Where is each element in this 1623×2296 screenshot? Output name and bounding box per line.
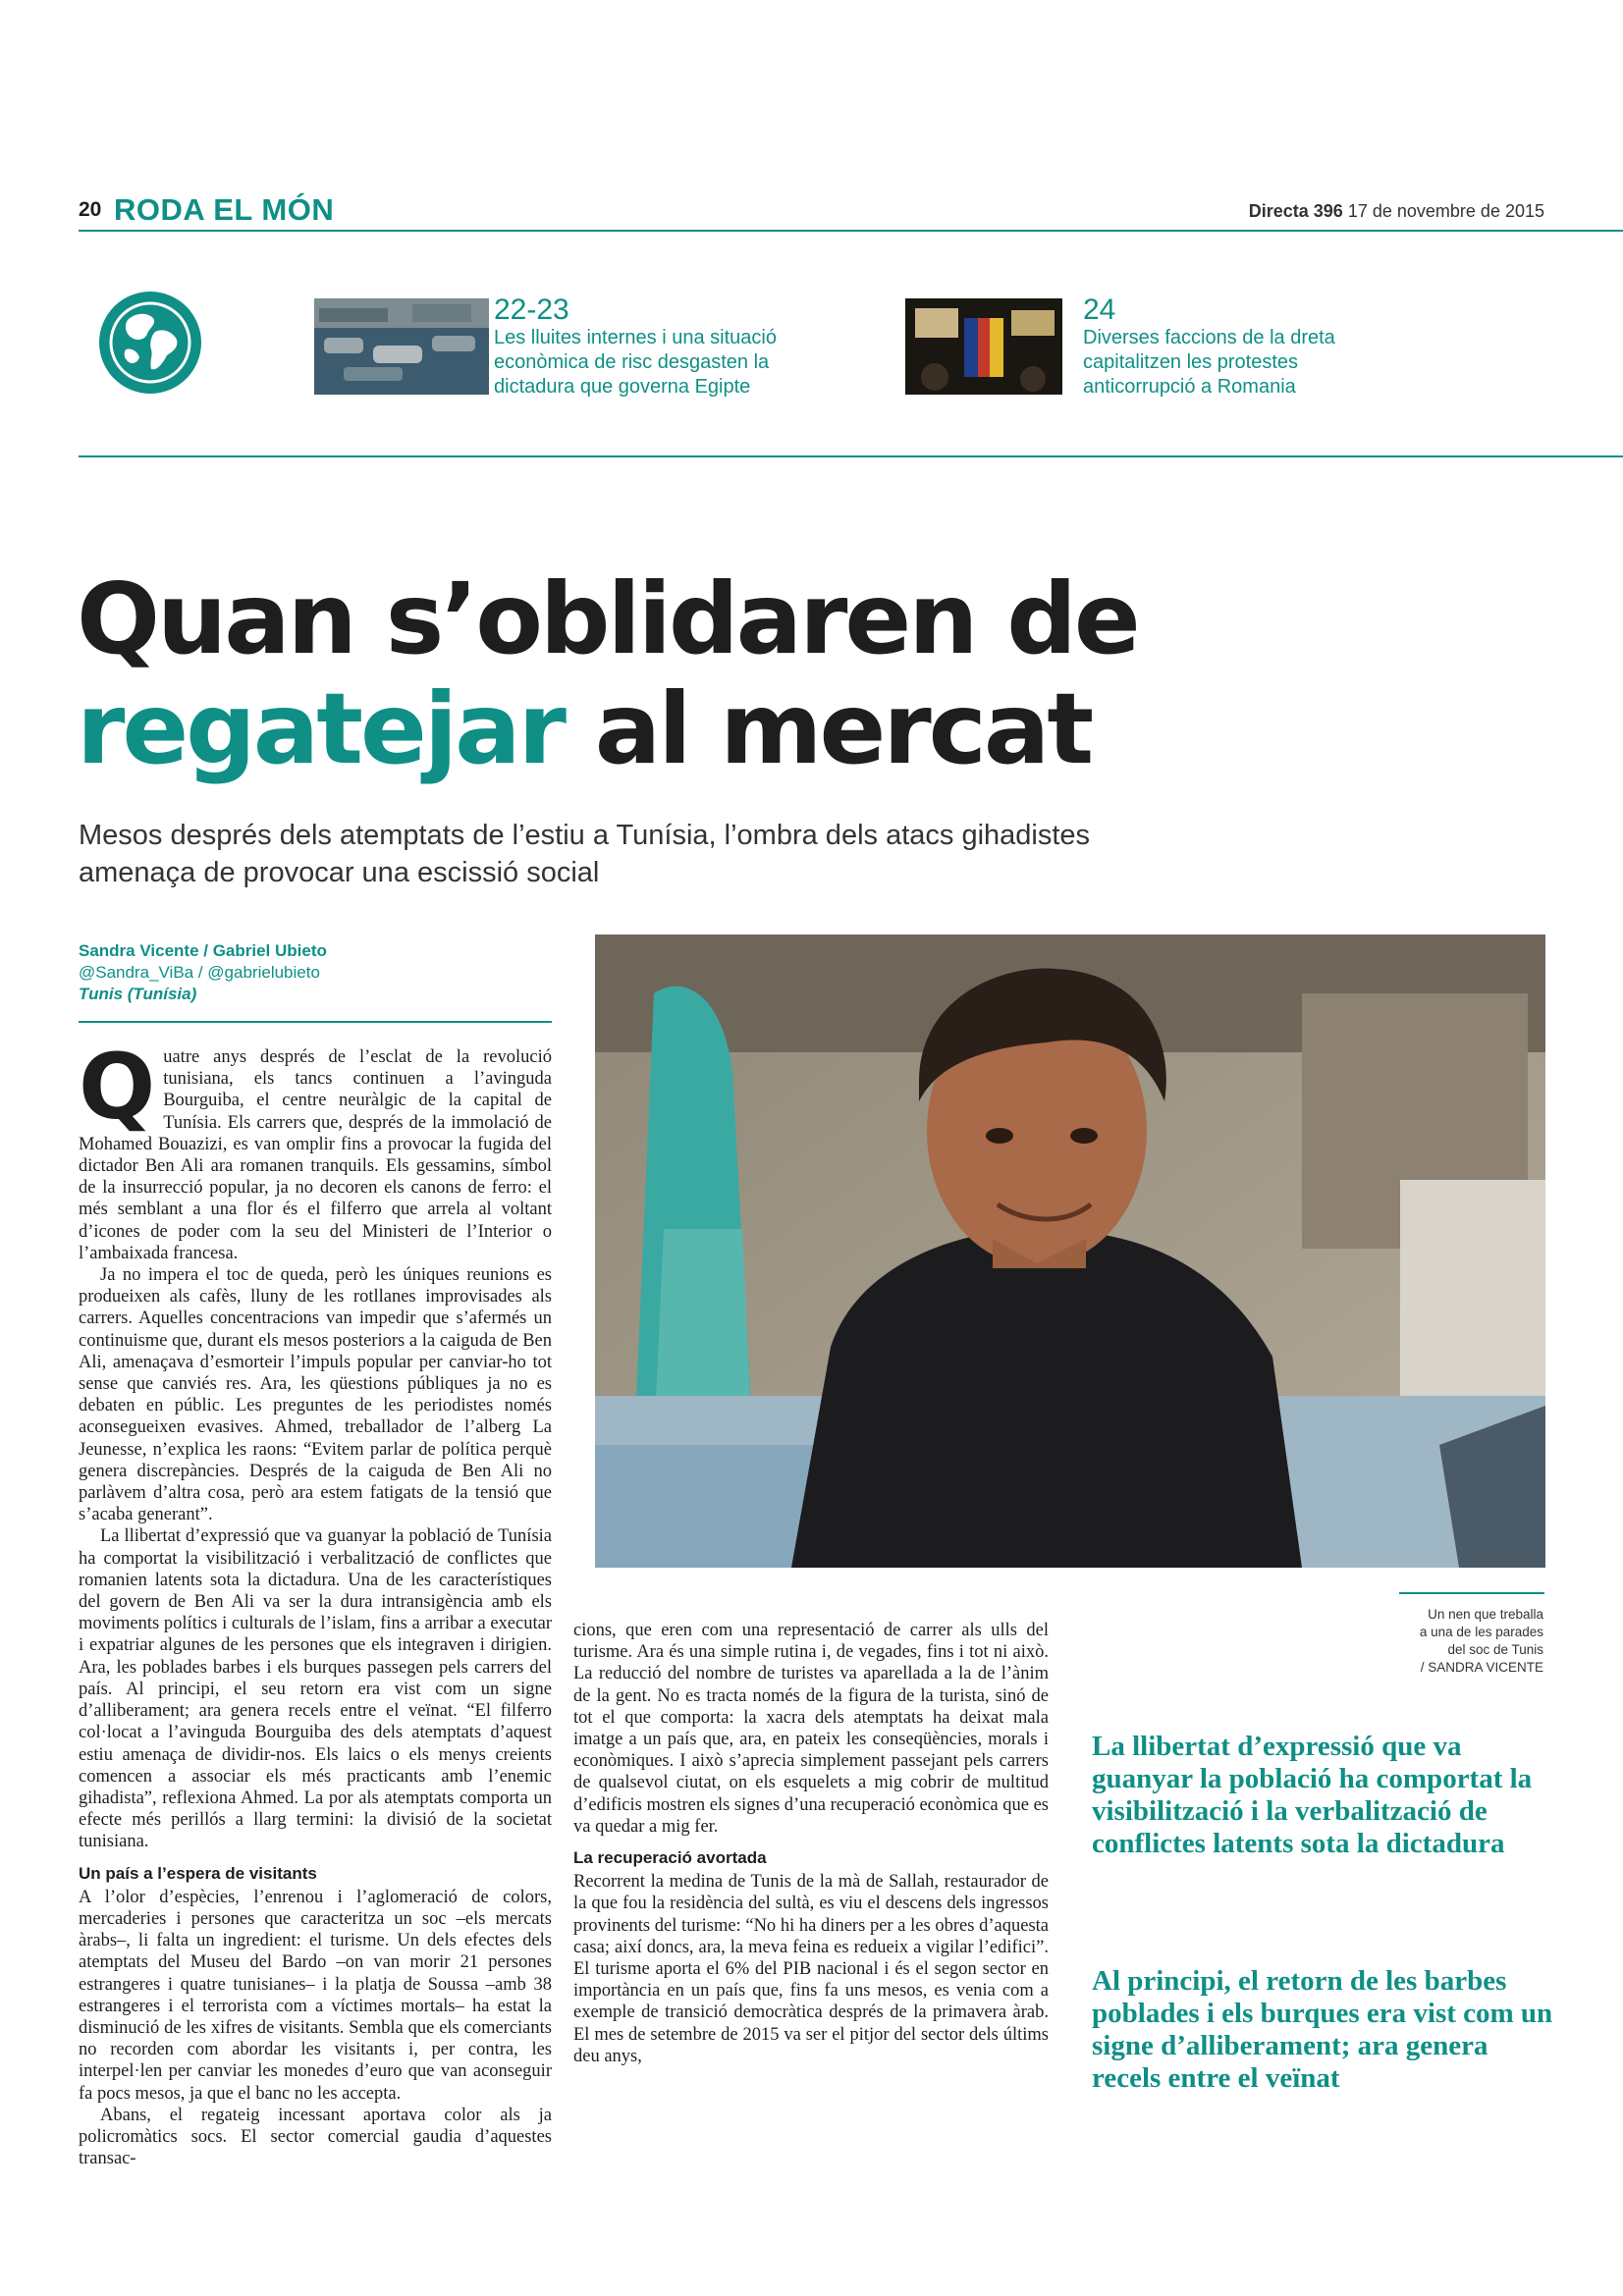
paragraph: Ja no impera el toc de queda, però les úniques reunions es produeixen als cafès, lluny de les rotllanes improvisades als carrers. Aquelles concentracions van impedir que s’afermés un continuisme que, durant els mesos posteriors a la caiguda de Ben Ali, amenaçava d’esmorteir l’impuls popular per canviar-ho tot sense que canviés res. Ara, les qüestions públiques ja no es debaten en públic. Les preguntes de les periodistes només aconsegueixen evasives. Ahmed, treballador de l’alberg La Jeunesse, n’explica les raons: “Evitem parlar de política perquè genera discrepàncies. Després de la caiguda de Ben Ali no parlàvem d’altra cosa, però ara estem fatigats de la tensió que s’acaba generant”. <box>79 1265 552 1525</box>
paragraph: A l’olor d’espècies, l’enrenou i l’aglomeració de colors, mercaderies i persones que caracteritza un soc –els mercats àrabs–, li falta un ingredient: el turisme. Un dels efectes dels atemptats del Museu del Bardo –on van morir 21 persones estrangeres i quatre tunisianes– i la platja de Soussa –amb 38 estrangeres i el terrorista com a víctimes mortals– ha estat la disminució de les xifres de visitants. Sembla que els comerciants no recorden com abordar les visitants i, per contra, les interpel·len per canviar les monedes d’euro que van aconseguir fa pocs mesos, ja que el banc no les accepta. <box>79 1887 552 2104</box>
byline <box>79 940 550 1005</box>
section-title: RODA EL MÓN <box>114 192 335 227</box>
paragraph: Abans, el regateig incessant aportava color als ja policromàtics socs. El sector comercial gaudia d’aquestes transac- <box>79 2105 552 2169</box>
paragraph: Recorrent la medina de Tunis de la mà de Sallah, restaurador de la que fou la residència del sultà, es viu el descens dels ingressos provinents del turisme: “No hi ha diners per a les obres d’aquesta casa; així doncs, ara, la meva feina es redueix a vigilar l’edifici”. El turisme aporta el 6% del PIB nacional i és el segon sector en importància en un país que, fins fa uns mesos, es venia com a exemple de transició democràtica després de la primavera àrab. El mes de setembre de 2015 va ser el pitjor del sector dels últims deu anys, <box>573 1872 1049 2066</box>
caption-line: Un nen que treballa <box>1428 1607 1543 1622</box>
deck-subtitle: Mesos després dels atemptats de l’estiu a Tunísia, l’ombra dels atacs gihadistes amenaça de provocar una escissió social <box>79 820 1091 888</box>
teaser-1-photo[interactable] <box>314 298 489 395</box>
pullquote-2: Al principi, el retorn de les barbes poblades i els burques era vist com un signe d’alliberament; ara genera recels entre el veïnat <box>1092 1965 1553 2094</box>
photo-caption <box>1365 1606 1543 1677</box>
article-column-2 <box>573 1620 1049 2067</box>
headline-highlight: regatejar <box>77 671 564 786</box>
headline-line-1: Quan s’oblidaren de <box>77 561 1138 676</box>
caption-line: del soc de Tunis <box>1447 1642 1543 1657</box>
byline-handles[interactable]: @Sandra_ViBa / @gabrielubieto <box>79 963 320 982</box>
teaser-1-text: Les lluites internes i una situació econòmica de risc desgasten la dictadura que governa Egipte <box>494 327 777 398</box>
teaser-2-photo[interactable] <box>905 298 1062 395</box>
publication-info <box>1249 201 1544 222</box>
dropcap: Q <box>79 1035 156 1140</box>
page-number: 20 <box>79 198 102 221</box>
globe-icon <box>98 291 202 395</box>
publication-date: 17 de novembre de 2015 <box>1347 201 1544 221</box>
headline-line-2 <box>77 671 1451 786</box>
teaser-2[interactable] <box>1083 294 1397 400</box>
teaser-2-text: Diverses faccions de la dreta capitalitzen les protestes anticorrupció a Romania <box>1083 327 1335 398</box>
byline-place: Tunis (Tunísia) <box>79 985 197 1003</box>
paragraph: cions, que eren com una representació de carrer als ulls del turisme. Ara és una simple rutina i, de vegades, fins i tot ni això. La reducció del nombre de turistes va aparellada a la de l’ànim de la gent. No es tracta només de la figura de la turista, sinó de tot el que comporta: la xacra dels atemptats ha deixat mala imatge a un país que, ara, en pateix les conseqüències, morals i econòmiques. I això s’aprecia simplement passejant pels carrers de qualsevol ciutat, on els esquelets a mig cobrir de multitud d’edificis mostren els signes d’una recuperació econòmica que es va quedar a mig fer. <box>573 1621 1049 1837</box>
teaser-1[interactable] <box>494 294 808 400</box>
paragraph: La llibertat d’expressió que va guanyar la població de Tunísia ha comportat la visibilització i verbalització de conflictes que romanien latents sota la dictadura. Una de les característiques del govern de Ben Ali va ser la dura intransigència amb els moviments polítics i culturals de l’islam, fins a arribar a executar i expatriar algunes de les persones que els integraven i dirigien. Ara, les poblades barbes i els burques passegen pels carrers del país. Al principi, el seu retorn era vist com un signe d’alliberament; ara genera recels entre el veïnat. “El filferro col·locat a l’avinguda Bourguiba des dels atemptats d’aquest estiu amenaça de dividir-nos. Els laics o els menys creients comencen a associar els més practicants amb l’enemic gihadista”, reflexiona Ahmed. La por als atemptats comporta un efecte més perillós a llarg termini: la divisió de la societat tunisiana. <box>79 1526 552 1852</box>
teaser-rule <box>79 455 1623 457</box>
teaser-1-pages: 22-23 <box>494 294 569 326</box>
caption-rule <box>1399 1592 1544 1594</box>
article-photo <box>595 934 1545 1568</box>
subheading: La recuperació avortada <box>573 1848 767 1868</box>
byline-authors: Sandra Vicente / Gabriel Ubieto <box>79 941 327 960</box>
header-rule <box>79 230 1623 232</box>
headline <box>77 561 1451 786</box>
subheading: Un país a l’espera de visitants <box>79 1863 317 1883</box>
pullquote-1: La llibertat d’expressió que va guanyar la població ha comportat la visibilització i la verbalització de conflictes latents sota la dictadura <box>1092 1731 1533 1859</box>
byline-rule <box>79 1021 552 1023</box>
caption-line: a una de les parades <box>1419 1625 1543 1639</box>
caption-line: / SANDRA VICENTE <box>1420 1660 1543 1675</box>
paragraph: uatre anys després de l’esclat de la revolució tunisiana, els tancs continuen a l’avinguda Bourguiba, el centre neuràlgic de la capital de Tunísia. Els carrers que, després de la immolació de Mohamed Bouazizi, es van omplir fins a provocar la fugida del dictador Ben Ali ara romanen tranquils. Els gessamins, símbol de la insurrecció popular, ja no decoren els canons de ferro: el més semblant a una flor és el filferro que arrela al voltant d’icones de poder com la seu del Ministeri de l’Interior o l’ambaixada francesa. <box>79 1047 552 1263</box>
publication-name: Directa 396 <box>1248 201 1343 221</box>
headline-rest: al mercat <box>563 671 1092 786</box>
article-column-1 <box>79 1035 552 2169</box>
teaser-2-pages: 24 <box>1083 294 1116 326</box>
